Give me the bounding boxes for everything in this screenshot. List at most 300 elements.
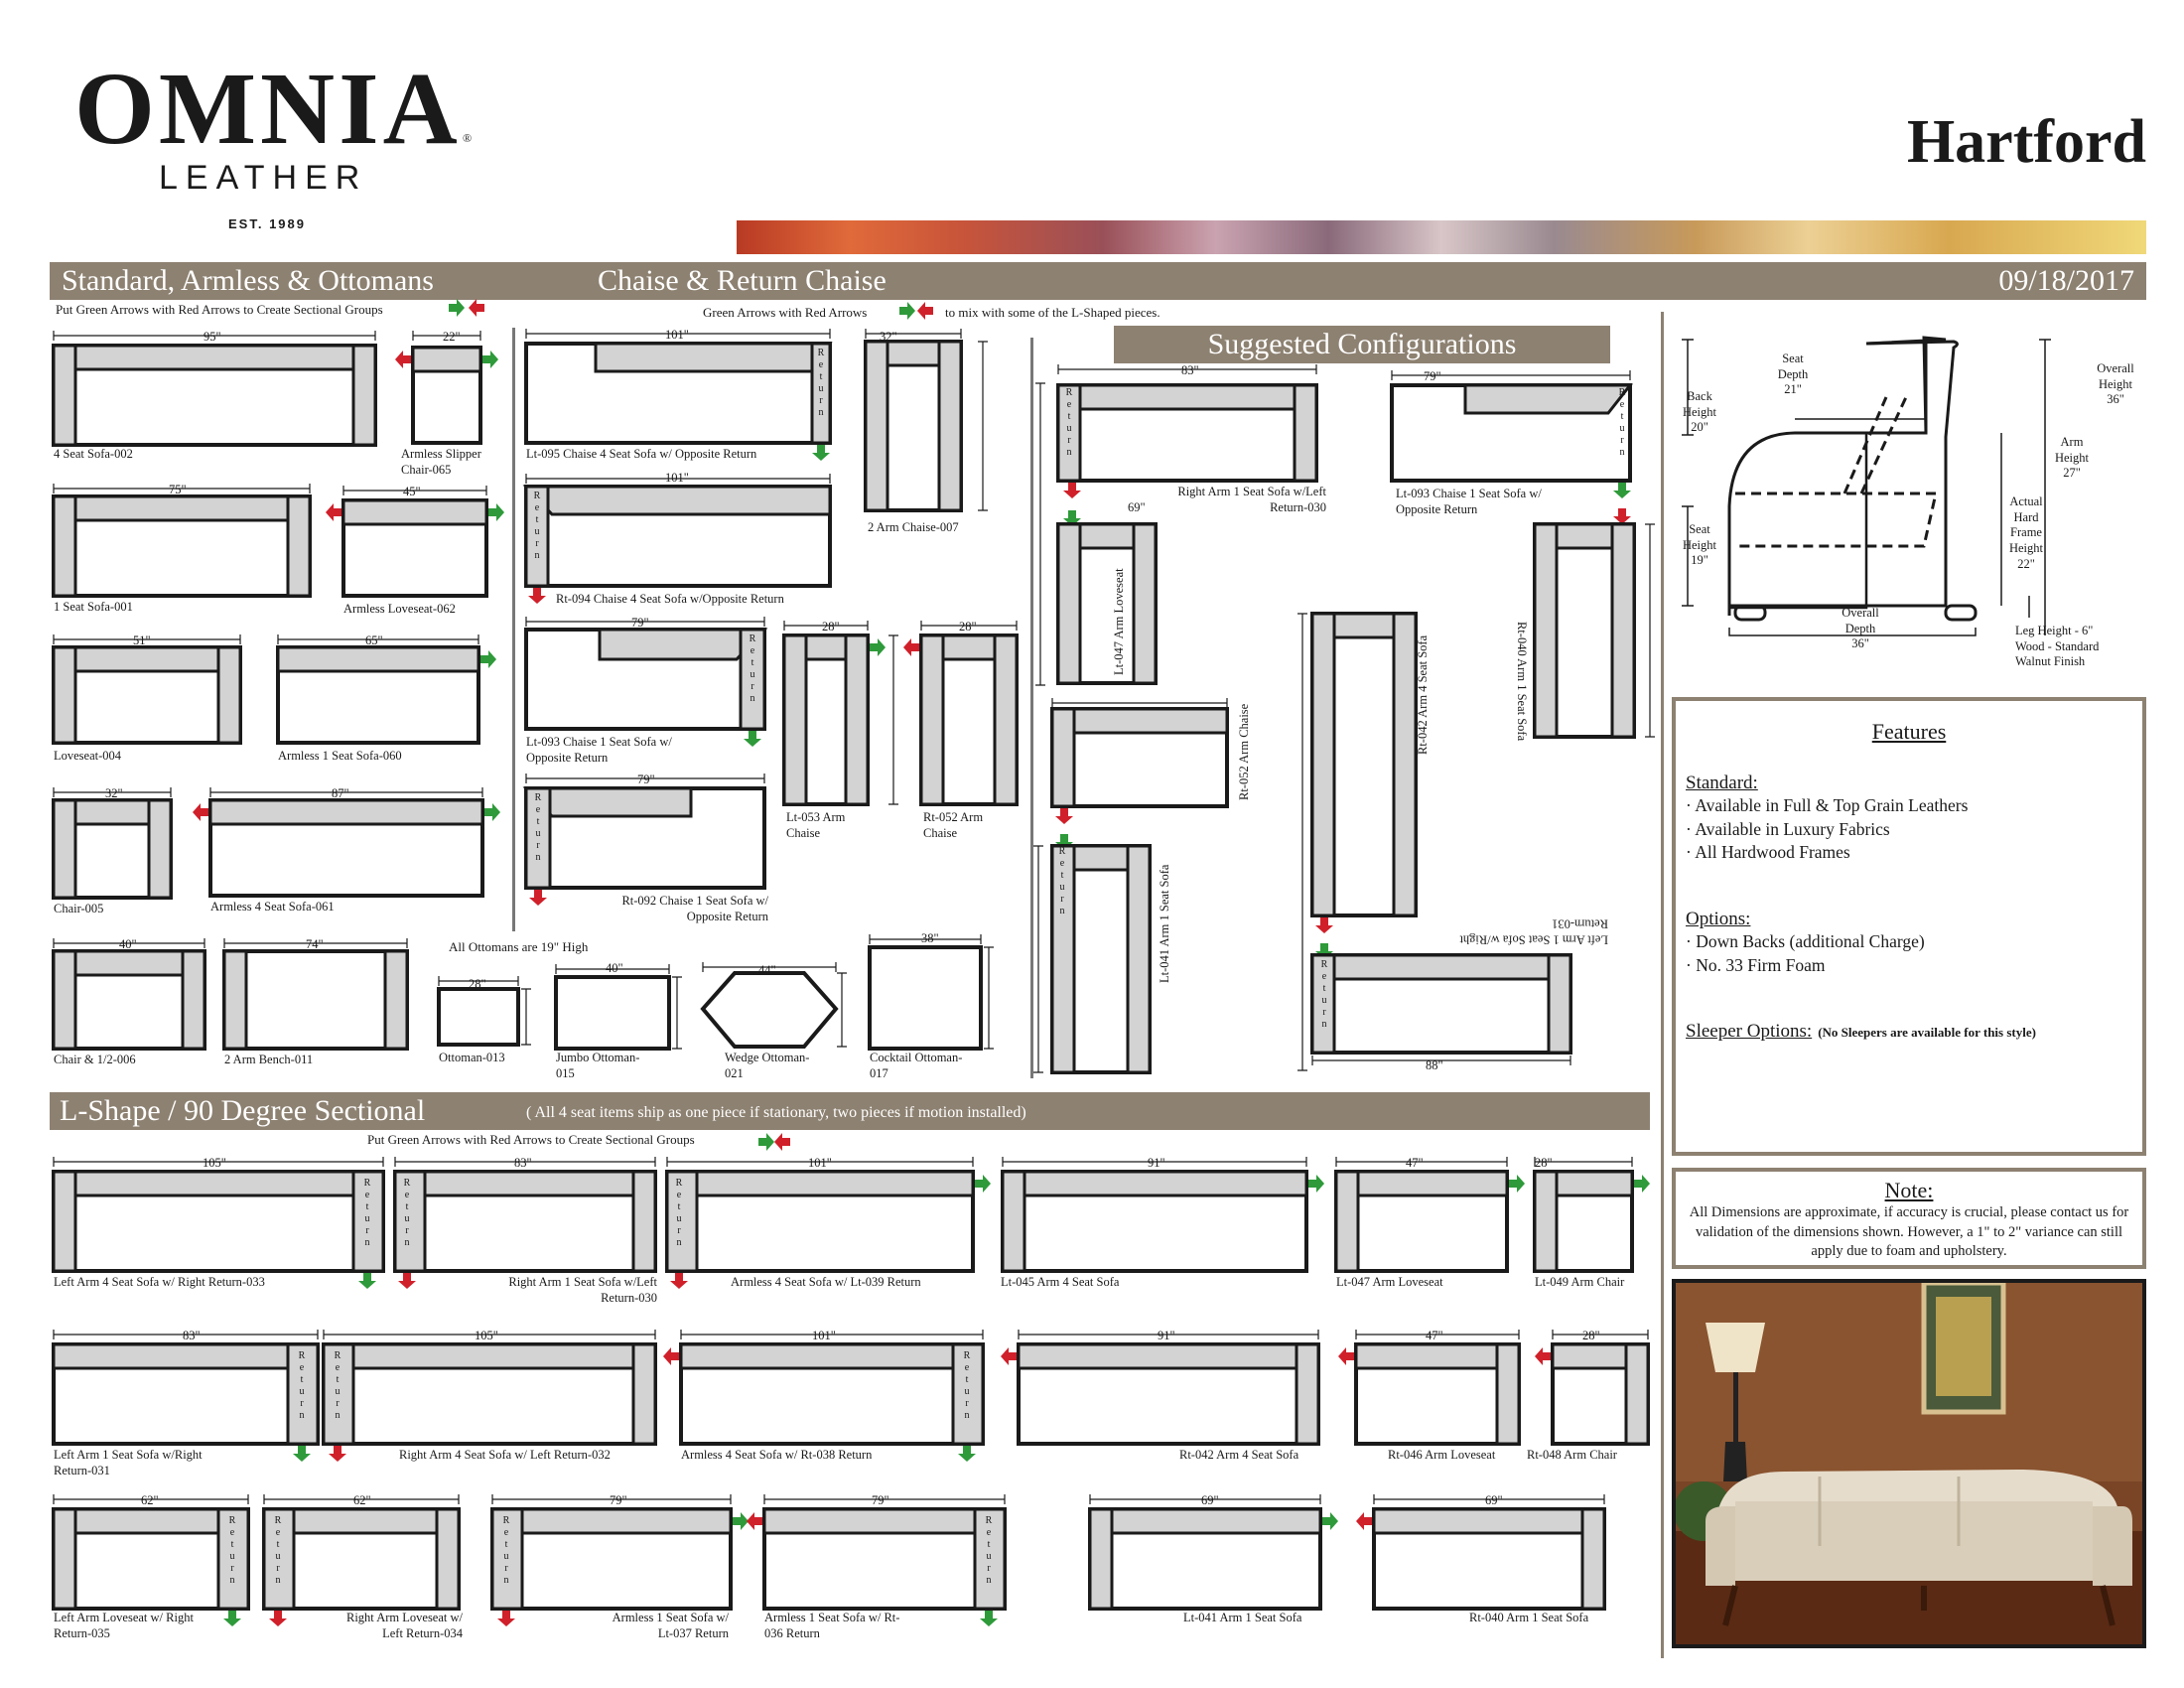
dimension-label: 28" <box>1582 1329 1600 1342</box>
return-letter: n <box>1066 447 1072 458</box>
return-letter: r <box>677 1225 681 1236</box>
return-letter: u <box>335 1386 341 1397</box>
piece-back <box>324 1344 655 1368</box>
piece-arm <box>939 342 961 510</box>
red-arrow-icon <box>1063 483 1081 498</box>
dimension-line <box>1645 524 1655 737</box>
red-arrow-icon <box>269 1611 287 1626</box>
dimension-label: 87" <box>332 786 349 800</box>
piece-arm <box>1003 1172 1024 1271</box>
return-letter: r <box>1322 1007 1326 1018</box>
green-arrow-icon <box>744 731 761 747</box>
piece-back <box>343 500 486 524</box>
piece-label: Lt-047 Arm Loveseat <box>1112 568 1126 675</box>
red-arrow-icon <box>528 588 546 604</box>
piece-label: Jumbo Ottoman-015 <box>556 1051 640 1080</box>
piece-label: Lt-041 Arm 1 Seat Sofa <box>1158 864 1171 983</box>
return-letter: u <box>750 669 755 680</box>
piece-back <box>54 1172 383 1196</box>
dimension-label: 79" <box>610 1493 627 1507</box>
return-letter: u <box>503 1551 509 1562</box>
standard-features-title: Standard: <box>1686 773 1758 793</box>
dimension-label: 79" <box>872 1493 889 1507</box>
lshape-section-note: ( All 4 seat items ship as one piece if stationary, two pieces if motion installed) <box>526 1104 1026 1121</box>
red-arrow-icon <box>529 890 547 906</box>
dimension-label: 91" <box>1158 1329 1175 1342</box>
return-letter: R <box>1320 959 1328 970</box>
return-letter: e <box>335 1362 341 1373</box>
dimension-line <box>521 989 531 1045</box>
piece-back <box>278 647 478 671</box>
piece-label: Ottoman-013 <box>439 1051 505 1064</box>
dimension-line <box>1035 383 1045 685</box>
piece-back <box>1374 1509 1604 1533</box>
piece-label: Lt-053 Arm Chaise <box>786 810 846 840</box>
piece-label: Armless 1 Seat Sofa w/ Lt-037 Return <box>612 1611 729 1640</box>
return-letter: t <box>1060 870 1064 881</box>
piece-back <box>492 1509 731 1533</box>
dimension-label: 62" <box>353 1493 371 1507</box>
dimension-line <box>1033 846 1043 1072</box>
dimension-label: 83" <box>514 1156 532 1170</box>
piece-label: Lt-041 Arm 1 Seat Sofa <box>1183 1611 1302 1624</box>
red-arrow-icon <box>903 638 919 656</box>
green-arrow-icon <box>758 1133 774 1151</box>
features-panel <box>1672 697 2146 1156</box>
piece-label: Right Arm 4 Seat Sofa w/ Left Return-032 <box>399 1448 611 1462</box>
return-letter: t <box>965 1374 969 1385</box>
piece-outline <box>224 951 407 1049</box>
piece-back <box>1356 1344 1519 1368</box>
return-letter: t <box>365 1201 369 1212</box>
return-letter: u <box>986 1551 992 1562</box>
red-arrow-icon <box>663 1347 679 1365</box>
return-letter: t <box>987 1539 991 1550</box>
piece-label: Armless 1 Seat Sofa-060 <box>278 749 402 763</box>
return-letter: u <box>275 1551 281 1562</box>
return-letter: e <box>750 645 755 656</box>
return-letter: e <box>964 1362 970 1373</box>
return-letter: t <box>504 1539 508 1550</box>
piece-arm <box>1497 1344 1519 1444</box>
red-arrow-icon <box>670 1273 688 1289</box>
green-arrow-icon <box>1634 1175 1650 1193</box>
suggested-section-title: Suggested Configurations <box>1114 326 1610 363</box>
dimension-label: 101" <box>812 1329 836 1342</box>
dimension-label: 101" <box>665 328 689 342</box>
product-title: Hartford <box>1906 108 2146 176</box>
piece-label: Armless 4 Seat Sofa w/ Lt-039 Return <box>731 1275 921 1289</box>
piece-arm <box>385 951 407 1049</box>
return-letter: t <box>405 1201 409 1212</box>
return-letter: n <box>335 1410 341 1421</box>
return-letter: e <box>818 359 824 370</box>
wedge-ottoman-shape <box>703 973 836 1047</box>
piece-label: Armless 4 Seat Sofa-061 <box>210 900 335 914</box>
sofa-room-photo <box>1672 1279 2146 1648</box>
return-letter: n <box>818 407 824 418</box>
dimension-label: 28" <box>469 977 486 991</box>
return-letter: R <box>1618 387 1626 398</box>
note-panel <box>1672 1168 2146 1269</box>
piece-arm <box>1582 1509 1604 1609</box>
green-arrow-icon <box>733 1512 749 1530</box>
return-letter: r <box>1060 894 1064 905</box>
piece-arm <box>54 1172 75 1271</box>
red-arrow-icon <box>469 299 484 317</box>
piece-label: 2 Arm Bench-011 <box>224 1053 314 1066</box>
piece-back <box>54 496 310 520</box>
piece-label: Rt-040 Arm 1 Seat Sofa <box>1515 622 1529 742</box>
piece-label: Rt-048 Arm Chair <box>1527 1448 1617 1462</box>
dimension-line <box>837 973 847 1047</box>
piece-arm <box>54 496 75 596</box>
dimension-label: 79" <box>637 773 655 786</box>
return-letter: n <box>750 693 755 704</box>
dimension-label: 51" <box>133 633 151 647</box>
brand-logo: OMNIA <box>74 52 462 166</box>
piece-arm <box>921 635 943 804</box>
piece-back <box>54 1344 318 1368</box>
red-arrow-icon <box>1315 917 1333 933</box>
return-letter: r <box>405 1225 409 1236</box>
piece-arm <box>995 635 1017 804</box>
ottoman-height-note: All Ottomans are 19" High <box>449 939 589 954</box>
return-letter: r <box>1620 435 1624 446</box>
green-arrow-icon <box>975 1175 991 1193</box>
piece-label: Lt-047 Arm Loveseat <box>1336 1275 1443 1289</box>
red-arrow-icon <box>1338 1347 1354 1365</box>
piece-label: Left Arm 1 Seat Sofa w/Right Return-031 <box>54 1448 203 1477</box>
chaise-section-title: Chaise & Return Chaise <box>598 264 887 297</box>
piece-back <box>395 1172 655 1196</box>
piece-label: Armless 1 Seat Sofa w/ Rt-036 Return <box>764 1611 900 1640</box>
dimension-label: 83" <box>183 1329 201 1342</box>
return-letter: R <box>363 1178 371 1189</box>
return-letter: e <box>275 1527 281 1538</box>
piece-arm <box>1336 1172 1358 1271</box>
green-arrow-icon <box>482 351 498 368</box>
return-letter: u <box>299 1386 305 1397</box>
return-letter: t <box>1067 411 1071 422</box>
piece-label: Rt-040 Arm 1 Seat Sofa <box>1469 1611 1589 1624</box>
piece-arm <box>1297 1344 1318 1444</box>
features-title: Features <box>1871 719 1947 744</box>
return-letter: r <box>987 1563 991 1574</box>
dimension-label: 44" <box>758 963 776 977</box>
piece-arm <box>633 1172 655 1271</box>
piece-back <box>54 346 375 369</box>
red-arrow-icon <box>1356 1512 1372 1530</box>
piece-back <box>54 647 240 671</box>
piece-back <box>764 1509 1005 1533</box>
feature-item: · All Hardwood Frames <box>1686 842 1850 863</box>
piece-back <box>681 1344 983 1368</box>
red-arrow-icon <box>395 351 411 368</box>
dimension-label: 88" <box>1426 1058 1443 1072</box>
red-arrow-icon <box>1055 808 1073 824</box>
piece-back <box>1003 1172 1306 1196</box>
piece-label: 4 Seat Sofa-002 <box>54 447 133 461</box>
chaise-instruction-a: Green Arrows with Red Arrows <box>703 305 868 320</box>
return-letter: n <box>535 852 541 863</box>
dimension-line <box>1553 1330 1648 1339</box>
red-arrow-icon <box>398 1273 416 1289</box>
green-arrow-icon <box>1613 483 1631 498</box>
return-letter: r <box>536 840 540 851</box>
piece-label: Lt-093 Chaise 1 Seat Sofa w/ Opposite Return <box>1396 487 1542 516</box>
red-arrow-icon <box>1001 1347 1017 1365</box>
options-title: Options: <box>1686 908 1751 929</box>
return-letter: u <box>535 828 541 839</box>
return-letter: r <box>751 681 754 692</box>
piece-arm <box>633 1344 655 1444</box>
piece-label: Lt-045 Arm 4 Seat Sofa <box>1001 1275 1120 1289</box>
piece-arm <box>1295 385 1316 481</box>
dimension-label: 32" <box>105 786 123 800</box>
piece-label: Rt-052 Arm Chaise <box>1237 703 1251 800</box>
piece-label: 1 Seat Sofa-001 <box>54 600 133 614</box>
piece-arm <box>1134 524 1156 683</box>
dimension-label: 28" <box>959 620 977 633</box>
chaise-back <box>526 487 830 514</box>
piece-label: Armless Loveseat-062 <box>343 602 456 616</box>
dimension-line <box>984 947 994 1049</box>
return-letter: R <box>985 1515 993 1526</box>
piece-label: Left Arm 1 Seat Sofa w/Right Return-031 <box>1459 916 1608 947</box>
dimension-label: 47" <box>1406 1156 1424 1170</box>
piece-arm <box>1626 1344 1648 1444</box>
green-arrow-icon <box>980 1611 998 1626</box>
dimension-line <box>1297 614 1307 1070</box>
return-letter: t <box>230 1539 234 1550</box>
green-arrow-icon <box>1322 1512 1338 1530</box>
piece-arm <box>846 635 868 804</box>
return-letter: r <box>300 1398 304 1409</box>
return-letter: R <box>533 491 541 501</box>
piece-label: Right Arm 1 Seat Sofa w/Left Return-030 <box>1177 485 1326 514</box>
note-title: Note: <box>1884 1178 1934 1202</box>
return-letter: n <box>503 1575 509 1586</box>
return-letter: u <box>964 1386 970 1397</box>
piece-arm <box>224 951 246 1049</box>
dimension-label: 75" <box>169 483 187 496</box>
piece-label: Rt-094 Chaise 4 Seat Sofa w/Opposite Return <box>556 592 784 606</box>
red-arrow-icon <box>193 803 208 821</box>
dimension-label: 74" <box>306 937 324 951</box>
overall-depth-label: Overall Depth 36" <box>1842 606 1879 651</box>
piece-label: Loveseat-004 <box>54 749 122 763</box>
piece-outline <box>439 989 518 1045</box>
piece-arm <box>288 496 310 596</box>
return-letter: n <box>986 1575 992 1586</box>
return-letter: r <box>1067 435 1071 446</box>
lshape-instruction: Put Green Arrows with Red Arrows to Create Sectional Groups <box>367 1132 695 1147</box>
standard-instruction: Put Green Arrows with Red Arrows to Create Sectional Groups <box>56 302 383 317</box>
return-letter: r <box>535 538 539 549</box>
piece-arm <box>1535 524 1557 737</box>
return-letter: u <box>676 1213 682 1224</box>
piece-label: Right Arm Loveseat w/ Left Return-034 <box>346 1611 463 1640</box>
return-letter: R <box>274 1515 282 1526</box>
dimension-label: 40" <box>119 937 137 951</box>
return-letter: u <box>534 526 540 537</box>
green-arrow-icon <box>358 1273 376 1289</box>
return-letter: n <box>534 550 540 561</box>
red-arrow-icon <box>774 1133 790 1151</box>
piece-arm <box>54 647 75 743</box>
return-letter: r <box>965 1398 969 1409</box>
dimension-line <box>672 977 682 1049</box>
piece-outline <box>556 977 669 1049</box>
return-letter: R <box>675 1178 683 1189</box>
seat-height-label: Seat Height 19" <box>1682 522 1717 568</box>
return-letter: e <box>229 1527 235 1538</box>
piece-back <box>1336 1172 1507 1196</box>
dimension-label: 105" <box>475 1329 498 1342</box>
return-letter: e <box>503 1527 509 1538</box>
piece-arm <box>54 951 75 1049</box>
dimension-line <box>888 635 898 804</box>
piece-label: Right Arm 1 Seat Sofa w/Left Return-030 <box>508 1275 657 1305</box>
return-letter: r <box>276 1563 280 1574</box>
dimension-label: 28" <box>822 620 840 633</box>
dimension-label: 69" <box>1201 1493 1219 1507</box>
return-letter: e <box>676 1190 682 1200</box>
dimension-label: 32" <box>880 330 897 344</box>
dimension-label: 101" <box>808 1156 832 1170</box>
return-letter: R <box>334 1350 341 1361</box>
green-arrow-icon <box>223 1611 241 1626</box>
piece-label: Rt-042 Arm 4 Seat Sofa <box>1179 1448 1299 1462</box>
piece-arm <box>218 647 240 743</box>
green-arrow-icon <box>899 302 915 320</box>
piece-back <box>1019 1344 1318 1368</box>
dimension-label: 69" <box>1128 500 1146 514</box>
piece-arm <box>54 346 75 445</box>
return-letter: u <box>1066 423 1072 434</box>
dimension-line <box>1052 698 1227 708</box>
piece-arm <box>1128 846 1150 1072</box>
return-letter: R <box>228 1515 236 1526</box>
green-arrow-icon <box>812 445 830 461</box>
piece-label: Rt-042 Arm 4 Seat Sofa <box>1416 634 1430 755</box>
return-letter: t <box>535 514 539 525</box>
piece-arm <box>183 951 205 1049</box>
dimension-label: 105" <box>203 1156 226 1170</box>
piece-label: Chair-005 <box>54 902 104 915</box>
lshape-section-title: L-Shape / 90 Degree Sectional <box>60 1094 426 1127</box>
feature-item: · Available in Full & Top Grain Leathers <box>1686 795 1969 815</box>
brand-subtitle: LEATHER <box>159 159 368 197</box>
return-letter: u <box>404 1213 410 1224</box>
return-letter: u <box>1321 995 1327 1006</box>
green-arrow-icon <box>1308 1175 1324 1193</box>
red-arrow-icon <box>326 503 341 521</box>
back-height-label: Back Height 20" <box>1682 389 1717 435</box>
dimension-label: 101" <box>665 471 689 485</box>
piece-label: Rt-052 Arm Chaise <box>923 810 984 840</box>
return-letter: u <box>229 1551 235 1562</box>
sleeper-options-note: (No Sleepers are available for this style) <box>1818 1025 2036 1041</box>
dimension-label: 45" <box>403 485 421 498</box>
return-letter: R <box>1058 846 1066 857</box>
option-item: · Down Backs (additional Charge) <box>1686 930 1925 951</box>
piece-label: Cocktail Ottoman-017 <box>870 1051 963 1080</box>
return-letter: R <box>298 1350 306 1361</box>
dimension-label: 83" <box>1181 363 1199 377</box>
return-letter: R <box>1065 387 1073 398</box>
piece-arm <box>1312 614 1334 915</box>
piece-label: Lt-095 Chaise 4 Seat Sofa w/ Opposite Return <box>526 447 757 461</box>
feature-item: · Available in Luxury Fabrics <box>1686 818 1890 839</box>
dimension-label: 28" <box>1535 1156 1553 1170</box>
piece-arm <box>1394 614 1416 915</box>
seat-depth-label: Seat Depth 21" <box>1777 352 1809 397</box>
piece-label: Chair & 1/2-006 <box>54 1053 136 1066</box>
dimension-label: 69" <box>1485 1493 1503 1507</box>
return-letter: u <box>1619 423 1625 434</box>
dimension-label: 79" <box>631 616 649 630</box>
green-arrow-icon <box>480 650 496 668</box>
dimension-label: 62" <box>141 1493 159 1507</box>
piece-label: Armless Slipper Chair-065 <box>401 447 481 477</box>
return-letter: r <box>365 1225 369 1236</box>
return-letter: e <box>534 502 540 513</box>
return-letter: R <box>403 1178 411 1189</box>
piece-arm <box>437 1509 459 1609</box>
red-arrow-icon <box>329 1446 346 1462</box>
dimension-label: 91" <box>1148 1156 1165 1170</box>
piece-label: Left Arm Loveseat w/ Right Return-035 <box>54 1611 194 1640</box>
return-letter: t <box>336 1374 340 1385</box>
return-letter: r <box>336 1398 340 1409</box>
return-letter: R <box>502 1515 510 1526</box>
piece-back <box>1058 385 1316 409</box>
return-letter: e <box>299 1362 305 1373</box>
piece-back <box>210 800 482 824</box>
piece-arm <box>784 635 806 804</box>
return-letter: n <box>676 1237 682 1248</box>
piece-back <box>667 1172 973 1196</box>
dimension-label: 95" <box>204 330 221 344</box>
date: 09/18/2017 <box>1998 264 2134 297</box>
note-text: All Dimensions are approximate, if accuracy is crucial, please contact us for validation of the dimensions shown. However, a 1" to 2" variance can still apply due to foam and upholstery. <box>1689 1204 2129 1260</box>
chaise-back <box>596 344 830 371</box>
return-letter: n <box>275 1575 281 1586</box>
piece-outline <box>870 947 981 1049</box>
return-letter: e <box>535 804 541 815</box>
piece-label: 2 Arm Chaise-007 <box>868 520 959 534</box>
piece-label: Rt-046 Arm Loveseat <box>1388 1448 1496 1462</box>
chaise-back <box>1465 385 1630 413</box>
green-arrow-icon <box>484 803 500 821</box>
piece-label: Lt-093 Chaise 1 Seat Sofa w/ Opposite Return <box>526 735 672 765</box>
profile-diagram <box>1682 338 2051 635</box>
dimension-label: 79" <box>1424 369 1441 383</box>
piece-arm <box>1058 524 1080 683</box>
return-letter: t <box>536 816 540 827</box>
red-arrow-icon <box>1535 1347 1551 1365</box>
return-letter: n <box>299 1410 305 1421</box>
return-letter: e <box>1066 399 1072 410</box>
return-letter: t <box>276 1539 280 1550</box>
registered-mark: ® <box>463 131 473 145</box>
brand-established: EST. 1989 <box>228 216 306 231</box>
dimension-label: 22" <box>443 330 461 344</box>
piece-arm <box>1549 955 1570 1053</box>
return-letter: t <box>819 371 823 382</box>
